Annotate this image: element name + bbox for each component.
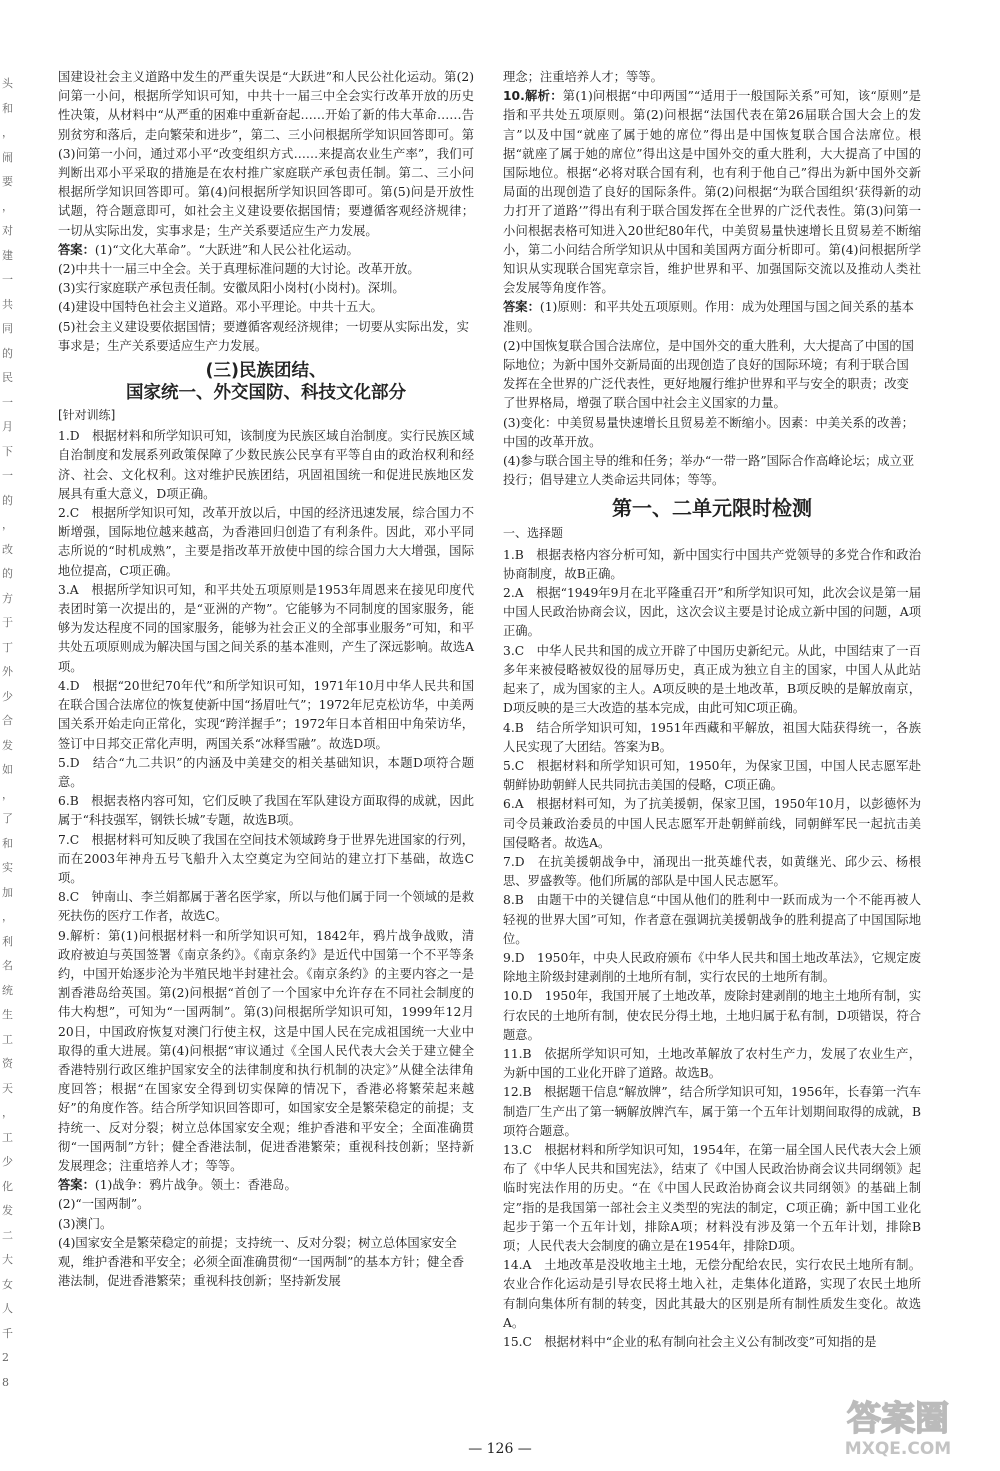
margin-glyph: 名 xyxy=(2,959,13,972)
section-title-line: 国家统一、外交国防、科技文化部分 xyxy=(126,383,406,404)
margin-glyph: 少 xyxy=(2,1155,13,1168)
margin-glyph: 8 xyxy=(2,1375,9,1389)
watermark-logo xyxy=(818,1390,978,1460)
margin-glyph: 下 xyxy=(2,444,13,458)
question-item: 5.D 结合“九二共识”的内涵及中美建交的相关基础知识，本题D项符合题意。 xyxy=(58,755,474,789)
choice-section-heading: 一、选择题 xyxy=(503,526,564,541)
answer-line: (5)社会主义建设要依据国情；要遵循客观经济规律；一切要从实际出发，实事求是；生产关系要适应生产力发展。 xyxy=(58,319,469,353)
margin-glyph: 工 xyxy=(2,1032,13,1046)
margin-glyph: 加 xyxy=(2,885,13,899)
choice-item: 9.D 1950年，中央人民政府颁布《中华人民共和国土地改革法》，它规定废除地主阶级封建剥削的土地所有制，实行农民的土地所有制。 xyxy=(503,950,921,985)
margin-glyph: 改 xyxy=(2,542,13,556)
margin-glyph: ， xyxy=(2,126,13,139)
answer-label: 答案： xyxy=(58,1178,95,1193)
margin-glyph: 化 xyxy=(2,1179,13,1193)
answer-block-1 xyxy=(58,241,474,260)
answer-line: (1)原则：和平共处五项原则。作用：成为处理国与国之间关系的基本准则。 xyxy=(503,300,914,334)
answer-line: (3)澳门。 xyxy=(58,1216,113,1231)
margin-glyph: 民 xyxy=(2,371,13,384)
question-item: 8.C 钟南山、李兰娟都属于著名医学家，所以与他们属于同一个领域的是救死扶伤的医疗工作者，故选C。 xyxy=(58,890,474,924)
answer-label: 答案： xyxy=(58,242,95,257)
question-item: 9.解析：第(1)问根据材料一和所学知识可知，1842年，鸦片战争战败，清政府被迫与英国签署《南京条约》。《南京条约》是近代中国第一个不平等条约，中国开始逐步沦为半殖民地半封建社会。《南京条约》的主要内容之一是割香港岛给英国。第(2)问根据“首创了一个国家中允许存在不同社会制度的伟大构想”，可知为“一国两制”。第(3)问根据所学知识可知，1999年12月20日，中国政府恢复对澳门行使主权，这是中国人民在完成祖国统一大业中取得的重大进展。第(4)问根据“审议通过《全国人民代表大会关于建立健全香港特别行政区维护国家安全的法律制度和执行机制的决定》”从健全法律角度回答；根据“在国家安全得到切实保障的情况下，香港必将繁荣起来越好”的角度作答。结合所学知识回答即可，如国家安全是繁荣稳定的前提；支持统一、反对分裂；树立总体国家安全观；维护香港和平安全；全面准确贯彻“一国两制”方针；健全香港法制，促进香港繁荣；重视科技创新；坚持新发展理念；注重培养人才；等等。 xyxy=(58,928,474,1173)
answer-line: (1)战争：鸦片战争。领土：香港岛。 xyxy=(94,1178,297,1193)
margin-glyph: 了 xyxy=(2,812,13,825)
margin-glyph: 建 xyxy=(2,248,13,262)
item-text: 第(1)问根据“中印两国”“适用于一般国际关系”可知，该“原则”是指和平共处五项原则。第(2)问根据“法国代表在第26届联合国大会上的发言”以及中国“就座了属于她的席位”得出是中国恢复联合国合法席位。根据“就座了属于她的席位”得出这是中国外交的重大胜利，大大提高了中国的国际地位。根据“必将对联合国有利，也有利于他自己”得出为新中国外交新局面的出现创造了良好的国际条件。第(2)问根据“为联合国组织‘获得新的动力打开了道路’”得出有利于联合国发挥在全世界的广泛代表性。第(3)问第一小问根据表格可知进入20世纪80年代，中美贸易量快速增长且贸易差不断缩小，第二小问结合所学知识从中国和美国两方面分析即可。第(4)问根据所学知识从实现联合国宪章宗旨，维护世界和平、加强国际交流以及推动人类社会发展等角度作答。 xyxy=(503,89,921,296)
margin-glyph: 女 xyxy=(2,1277,13,1291)
margin-glyph: 2 xyxy=(2,1351,9,1364)
margin-glyph: 少 xyxy=(2,689,13,703)
margin-glyph: 同 xyxy=(2,322,13,335)
choice-item: 14.A 土地改革是没收地主土地，无偿分配给农民，实行农民土地所有制。农业合作化运动是引导农民将土地入社，走集体化道路，实现了农民土地所有制向集体所有制的转变，因此其最大的区别是所有制性质发生变化。故选A。 xyxy=(503,1258,921,1330)
margin-glyph: 生 xyxy=(2,1008,13,1021)
margin-glyph: 一 xyxy=(2,273,13,286)
left-margin-cropped-text xyxy=(2,72,14,1395)
answer-line: (4)建设中国特色社会主义道路。邓小平理论。中共十五大。 xyxy=(58,300,383,315)
choice-item: 13.C 根据材料和所学知识可知，1954年，在第一届全国人民代表大会上颁布了《中华人民共和国宪法》，结束了《中国人民政治协商会议共同纲领》起临时宪法作用的历史。“在《中国人民政治协商会议共同纲领》的基础上制定”指的是我国第一部社会主义类型的宪法的制定，C项正确；新中国工业化起步于第一个五年计划，排除A项；材料没有涉及第一个五年计划，排除B项；人民代表大会制度的确立是在1954年，排除D项。 xyxy=(503,1142,921,1253)
margin-glyph: ， xyxy=(2,199,13,213)
question-item: 3.A 根据所学知识可知，和平共处五项原则是1953年周恩来在接见印度代表团时第一次提出的，是“亚洲的产物”。它能够为不同制度的国家服务，能够为发达程度不同的国家服务，能够为社会正义的全部事业服务”可知，和平共处五项原则成为解决国与国之间关系的基本准则，产生了深远影响。故选A项。 xyxy=(58,582,474,674)
answer-line: (4)参与联合国主导的维和任务；举办“一带一路”国际合作高峰论坛；成立亚投行；倡导建立人类命运共同体；等等。 xyxy=(503,454,915,488)
question-item: 4.D 根据“20世纪70年代”和所学知识可知，1971年10月中华人民共和国在联合国合法席位的恢复使新中国“扬眉吐气”；1972年尼克松访华，中美两国关系开始走向正常化，实现“跨洋握手”；1972年日本首相田中角荣访华，签订中日邦交正常化声明，两国关系“冰释雪融”。故选D项。 xyxy=(58,678,474,751)
choice-item: 12.B 根据题干信息“解放牌”，结合所学知识可知，1956年，长春第一汽车制造厂生产出了第一辆解放牌汽车，属于第一个五年计划期间取得的成就，B项符合题意。 xyxy=(503,1085,921,1138)
answer-block-3 xyxy=(503,298,921,336)
margin-glyph: 实 xyxy=(2,861,13,874)
answer-line: (2)“一国两制”。 xyxy=(58,1197,150,1212)
answer-label: 答案： xyxy=(503,300,540,315)
margin-glyph: 二 xyxy=(2,1228,13,1242)
margin-glyph: ， xyxy=(2,787,13,801)
question-item: 6.B 根据表格内容可知，它们反映了我国在军队建设方面取得的成就，因此属于“科技强军，钢铁长城”专题，故选B项。 xyxy=(58,794,474,828)
margin-glyph: 和 xyxy=(2,101,13,115)
answer-line: (3)实行家庭联产承包责任制。安徽凤阳小岗村(小岗村)。深圳。 xyxy=(58,281,405,296)
answer-line: (2)中国恢复联合国合法席位，是中国外交的重大胜利，大大提高了中国的国际地位；为新中国外交新局面的出现创造了良好的国际环境；有利于联合国发挥在全世界的广泛代表性，更好地履行维护世界和平与安全的职责；改变了世界格局，增强了联合国中社会主义国家的力量。 xyxy=(503,338,914,411)
intro-paragraph: 国建设社会主义道路中发生的严重失误是“大跃进”和人民公社化运动。第(2)问第一小问，根据所学知识可知，中共十一届三中全会实行改革开放的历史性决策，从材料中“从严重的困难中重新奋起……开始了新的伟大革命……告别贫穷和落后，走向繁荣和进步”，第二、三小问根据所学知识回答即可。第(3)问第一小问，通过邓小平“改变组织方式……来提高农业生产率”，我们可判断出邓小平采取的措施是在农村推广家庭联产承包责任制。第二、三小问根据所学知识回答即可。第(4)问根据所学知识回答即可。第(5)问是开放性试题，符合题意即可，如社会主义建设要依据国情；要遵循客观经济规律；一切从实际出发，实事求是；生产关系要适应生产力发展。 xyxy=(58,70,474,238)
margin-glyph: 的 xyxy=(2,567,13,580)
choice-item: 4.B 结合所学知识可知，1951年西藏和平解放，祖国大陆获得统一，各族人民实现了大团结。答案为B。 xyxy=(503,720,921,754)
margin-glyph: 闹 xyxy=(2,150,13,164)
section-title xyxy=(58,360,474,404)
watermark-text-top: 答案圈 xyxy=(847,1399,949,1439)
question-item: 7.C 根据材料可知反映了我国在空间技术领域跨身于世界先进国家的行列，而在2003年神舟五号飞船升入太空奠定为空间站的建立打下基础，故选C项。 xyxy=(58,832,474,885)
margin-glyph: 和 xyxy=(2,836,13,850)
margin-glyph: 于 xyxy=(2,616,13,629)
choice-item: 15.C 根据材料中“企业的私有制向社会主义公有制改变”可知指的是 xyxy=(503,1335,877,1349)
right-column xyxy=(503,68,921,1352)
choice-item: 1.B 根据表格内容分析可知，新中国实行中国共产党领导的多党合作和政治协商制度，故B正确。 xyxy=(503,547,921,581)
margin-glyph: 一 xyxy=(2,395,13,409)
margin-glyph: 利 xyxy=(2,934,13,948)
margin-glyph: 头 xyxy=(2,77,13,90)
margin-glyph: 丁 xyxy=(2,640,13,654)
margin-glyph: 方 xyxy=(2,591,13,605)
question-item-10 xyxy=(503,87,921,298)
margin-glyph: 共 xyxy=(2,297,13,311)
margin-glyph: 对 xyxy=(2,224,13,237)
margin-glyph: 一 xyxy=(2,469,13,482)
margin-glyph: 千 xyxy=(2,1326,13,1340)
margin-glyph: 统 xyxy=(2,983,13,997)
answer-line: (2)中共十一届三中全会。关于真理标准问题的大讨论。改革开放。 xyxy=(58,262,420,277)
margin-glyph: 的 xyxy=(2,346,13,360)
margin-glyph: 工 xyxy=(2,1130,13,1144)
margin-glyph: 人 xyxy=(2,1302,13,1315)
margin-glyph: 月 xyxy=(2,420,13,433)
question-item: 2.C 根据所学知识可知，改革开放以后，中国的经济迅速发展，综合国力不断增强，国际地位越来越高，为香港回归创造了有利条件。因此，邓小平同志所说的“时机成熟”，主要是指改革开放使中国的综合国力大大增强，国际地位提高，C项正确。 xyxy=(58,506,474,578)
choice-item: 5.C 根据材料和所学知识可知，1950年，为保家卫国，中国人民志愿军赴朝鲜协助朝鲜人民共同抗击美国的侵略，C项正确。 xyxy=(503,758,921,793)
section-title-line: (三)民族团结、 xyxy=(205,361,327,382)
choice-item: 6.A 根据材料可知，为了抗美援朝，保家卫国，1950年10月，以彭德怀为司令员兼政治委员的中国人民志愿军开赴朝鲜前线，同朝鲜军民一起抗击美国侵略者。故选A。 xyxy=(503,797,921,850)
left-column xyxy=(58,68,474,1291)
choice-item: 3.C 中华人民共和国的成立开辟了中国历史新纪元。从此，中国结束了一百多年来被侵略被奴役的屈辱历史，真正成为独立自主的国家，中国人从此站起来了，成为国家的主人。A项反映的是土地改革，B项反映的是解放南京，D项反映的是三大改造的基本完成，由此可知C项正确。 xyxy=(503,643,921,716)
continuation-text: 理念；注重培养人才；等等。 xyxy=(503,70,663,84)
margin-glyph: 大 xyxy=(2,1253,13,1266)
choice-item: 2.A 根据“1949年9月在北平隆重召开”和所学知识可知，此次会议是第一届中国人民政治协商会议，因此，这次会议主要是讨论成立新中国的问题，A项正确。 xyxy=(503,586,921,639)
margin-glyph: ， xyxy=(2,910,13,923)
choice-item: 10.D 1950年，我国开展了土地改革，废除封建剥削的地主土地所有制，实行农民的土地所有制，使农民分得土地，土地归属于私有制，D项错误，符合题意。 xyxy=(503,989,921,1042)
watermark-text-bottom: MXQE.COM xyxy=(844,1439,952,1459)
practice-subhead: [针对训练] xyxy=(58,408,116,423)
choice-item: 7.D 在抗美援朝战争中，涌现出一批英雄代表，如黄继光、邱少云、杨根思、罗盛教等。他们所属的部队是中国人民志愿军。 xyxy=(503,854,921,889)
margin-glyph: 资 xyxy=(2,1057,13,1070)
page-number: — 126 — xyxy=(468,1441,532,1457)
answer-block-2 xyxy=(58,1176,474,1195)
item-label: 10.解析： xyxy=(503,89,563,104)
answer-line: (1)“文化大革命”。“大跃进”和人民公社化运动。 xyxy=(94,242,359,257)
margin-glyph: 合 xyxy=(2,714,13,727)
margin-glyph: 如 xyxy=(2,763,13,776)
margin-glyph: ， xyxy=(2,518,13,531)
margin-glyph: 天 xyxy=(2,1081,13,1095)
answer-line: (3)变化：中美贸易量快速增长且贸易差不断缩小。因素：中美关系的改善；中国的改革开放。 xyxy=(503,415,914,449)
margin-glyph: 要 xyxy=(2,175,13,188)
margin-glyph: 外 xyxy=(2,665,13,678)
choice-item: 11.B 依据所学知识可知，土地改革解放了农村生产力，发展了农业生产，为新中国的工业化开辟了道路。故选B。 xyxy=(503,1046,921,1081)
margin-glyph: 发 xyxy=(2,738,13,752)
choice-item: 8.B 由题干中的关键信息“中国从他们的胜利中一跃而成为一个不能再被人轻视的世界大国”可知，作者意在强调抗美援朝战争的胜利提高了中国国际地位。 xyxy=(503,893,921,946)
margin-glyph: ， xyxy=(2,1106,13,1119)
margin-glyph: 的 xyxy=(2,493,13,507)
unit-test-title: 第一、二单元限时检测 xyxy=(612,496,812,521)
question-item: 1.D 根据材料和所学知识可知，该制度为民族区域自治制度。实行民族区域自治制度和发展系列政策保障了少数民族公民享有平等自由的政治权利和经济、社会、文化权利。这对维护民族团结，巩固祖国统一和促进民族地区发展具有重大意义，D项正确。 xyxy=(58,429,474,501)
margin-glyph: 发 xyxy=(2,1204,13,1217)
answer-line: (4)国家安全是繁荣稳定的前提；支持统一、反对分裂；树立总体国家安全观，维护香港和平安全；必须全面准确贯彻“一国两制”的基本方针；健全香港法制，促进香港繁荣；重视科技创新；坚持新发展 xyxy=(58,1235,465,1289)
